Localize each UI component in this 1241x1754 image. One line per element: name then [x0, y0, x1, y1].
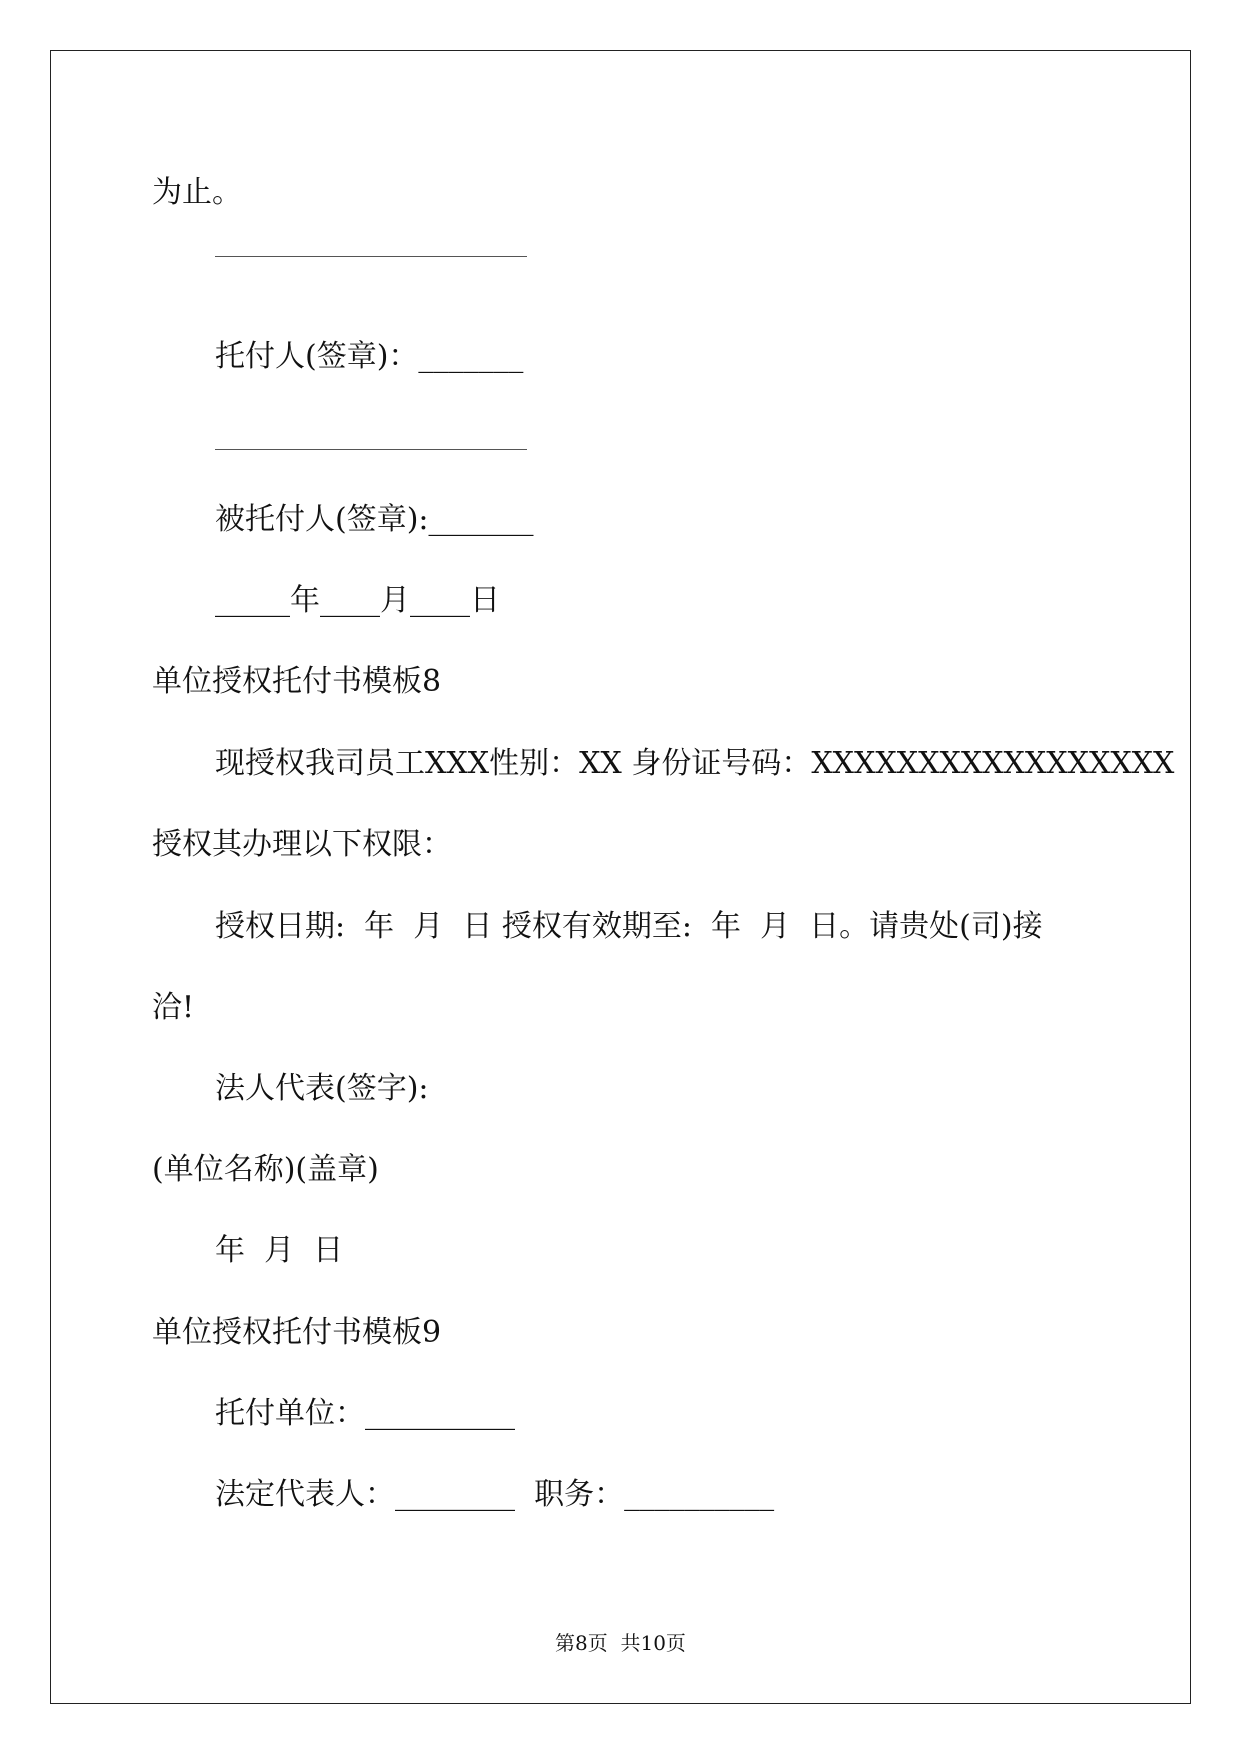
text-line: 为止。 [152, 175, 242, 210]
section-heading: 单位授权托付书模板9 [152, 1315, 442, 1350]
text-line: 授权日期: 年 月 日 授权有效期至: 年 月 日。请贵处(司)接 [215, 909, 1043, 944]
entrusting-unit-line: 托付单位：__________ [215, 1396, 515, 1431]
page-border [50, 50, 1191, 1704]
company-seal-line: (单位名称)(盖章) [152, 1152, 379, 1187]
text-line: 授权其办理以下权限： [152, 827, 452, 862]
section-heading: 单位授权托付书模板8 [152, 664, 442, 699]
legal-rep-signature-line: 法人代表(签字): [215, 1071, 429, 1106]
agent-signature-line: 被托付人(签章):_______ [215, 502, 534, 537]
date-line: 年 月 日 [215, 1233, 344, 1268]
text-line: 现授权我司员工XXX性别：XX 身份证号码：XXXXXXXXXXXXXXXXX [215, 746, 1175, 781]
signature-line [215, 256, 527, 257]
date-line: _____年____月____日 [215, 583, 500, 618]
legal-rep-position-line: 法定代表人：________ 职务：__________ [215, 1477, 775, 1512]
text-line: 洽! [152, 990, 195, 1025]
page-number-footer: 第8页 共10页 [555, 1631, 686, 1655]
signature-line [215, 449, 527, 450]
principal-signature-line: 托付人(签章)：_______ [215, 339, 524, 374]
